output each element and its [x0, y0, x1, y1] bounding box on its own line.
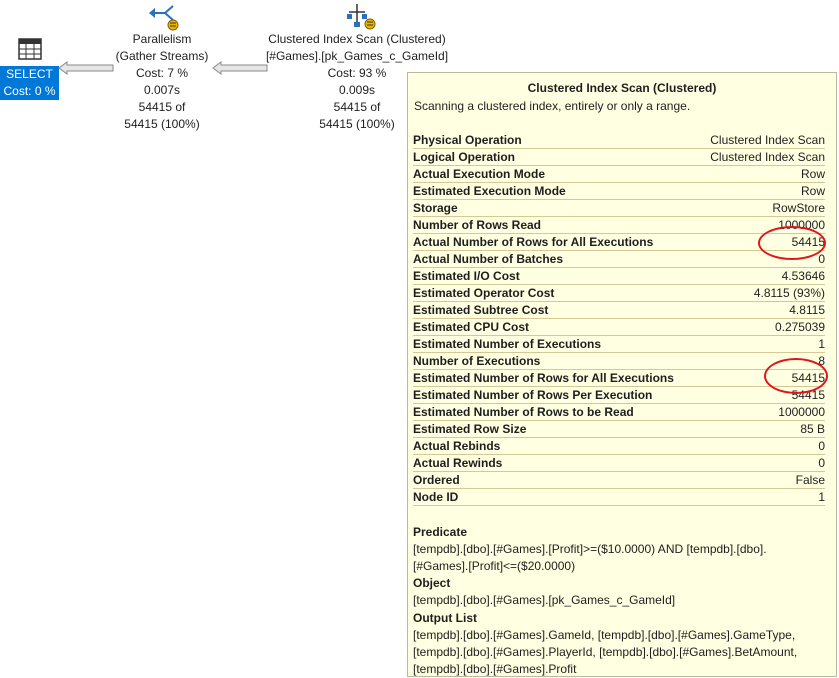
property-value: 4.53646	[781, 269, 825, 283]
property-row	[413, 370, 825, 387]
highlight-circle-actual-rows	[758, 226, 826, 260]
object-label: Object	[413, 576, 451, 590]
parallelism-node[interactable]	[100, 31, 224, 133]
property-name: Estimated Number of Executions	[413, 337, 602, 351]
property-name: Actual Rewinds	[413, 456, 503, 470]
property-value: Row	[800, 184, 825, 198]
property-name: Physical Operation	[413, 133, 522, 147]
property-row	[413, 319, 825, 336]
property-row	[413, 404, 825, 421]
property-row	[413, 200, 825, 217]
property-name: Actual Execution Mode	[413, 167, 546, 181]
property-value: 1	[818, 490, 825, 504]
property-name: Actual Number of Rows for All Executions	[413, 235, 654, 249]
predicate-section	[413, 524, 828, 575]
scan-sub: [#Games].[pk_Games_c_GameId]	[265, 49, 449, 63]
highlight-circle-estimated-rows	[764, 358, 828, 394]
property-value: False	[795, 473, 825, 487]
property-row	[413, 268, 825, 285]
property-row	[413, 166, 825, 183]
property-value: Clustered Index Scan	[710, 150, 825, 164]
property-name: Number of Executions	[413, 354, 541, 368]
tooltip-description: Scanning a clustered index, entirely or only a range.	[414, 99, 691, 113]
parallelism-time: 0.007s	[143, 83, 181, 97]
property-name: Estimated Number of Rows for All Executions	[413, 371, 674, 385]
property-row	[413, 302, 825, 319]
property-row	[413, 285, 825, 302]
property-name: Estimated Number of Rows Per Execution	[413, 388, 653, 402]
property-name: Storage	[413, 201, 458, 215]
property-value: 85 B	[800, 422, 825, 436]
parallelism-sub: (Gather Streams)	[115, 49, 209, 63]
property-name: Estimated Execution Mode	[413, 184, 566, 198]
property-name: Estimated CPU Cost	[413, 320, 530, 334]
property-value: Row	[800, 167, 825, 181]
flow-arrow-2	[212, 61, 268, 80]
property-name: Estimated Row Size	[413, 422, 527, 436]
property-name: Logical Operation	[413, 150, 516, 164]
predicate-line-2: [#Games].[Profit]<=($20.0000)	[413, 559, 576, 573]
property-value: 4.8115 (93%)	[753, 286, 825, 300]
property-value: 54415	[791, 388, 825, 402]
output-line-2: [tempdb].[dbo].[#Games].PlayerId, [tempdb].[dbo].[#Games].BetAmount,	[413, 645, 798, 659]
output-list-section	[413, 610, 828, 678]
property-value: 0	[818, 439, 825, 453]
output-line-3: [tempdb].[dbo].[#Games].Profit	[413, 662, 577, 676]
property-name: Actual Number of Batches	[413, 252, 564, 266]
property-row	[413, 149, 825, 166]
select-node[interactable]	[0, 66, 59, 100]
tooltip-title: Clustered Index Scan (Clustered)	[527, 81, 717, 95]
property-name: Actual Rebinds	[413, 439, 501, 453]
property-name: Number of Rows Read	[413, 218, 542, 232]
property-row	[413, 472, 825, 489]
property-name: Node ID	[413, 490, 459, 504]
property-row	[413, 421, 825, 438]
scan-rows: 54415 of	[333, 100, 381, 114]
property-value: 54415	[791, 235, 825, 249]
property-name: Estimated Subtree Cost	[413, 303, 549, 317]
property-row	[413, 455, 825, 472]
property-value: 54415	[791, 371, 825, 385]
property-value: 0	[818, 252, 825, 266]
predicate-label: Predicate	[413, 525, 468, 539]
property-row	[413, 183, 825, 200]
predicate-line-1: [tempdb].[dbo].[#Games].[Profit]>=($10.0000) AND [tempdb].[dbo].	[413, 542, 767, 556]
property-row	[413, 336, 825, 353]
property-row	[413, 387, 825, 404]
property-name: Estimated Operator Cost	[413, 286, 555, 300]
property-value: 1000000	[778, 405, 825, 419]
parallelism-rows: 54415 of	[138, 100, 186, 114]
property-row	[413, 353, 825, 370]
property-row	[413, 217, 825, 234]
property-name: Estimated Number of Rows to be Read	[413, 405, 634, 419]
parallelism-name: Parallelism	[132, 32, 192, 46]
property-value: 0	[818, 456, 825, 470]
select-table-icon[interactable]	[18, 38, 42, 65]
parallelism-pct: 54415 (100%)	[124, 117, 200, 131]
parallelism-cost: Cost: 7 %	[135, 66, 189, 80]
scan-time: 0.009s	[338, 83, 376, 97]
property-row	[413, 251, 825, 268]
property-value: 1	[818, 337, 825, 351]
property-name: Estimated I/O Cost	[413, 269, 520, 283]
object-value: [tempdb].[dbo].[#Games].[pk_Games_c_GameId]	[413, 593, 676, 607]
property-value: Clustered Index Scan	[710, 133, 825, 147]
scan-pct: 54415 (100%)	[319, 117, 395, 131]
property-value: 4.8115	[789, 303, 825, 317]
select-node-cost: Cost: 0 %	[3, 84, 56, 98]
property-value: RowStore	[772, 201, 825, 215]
select-node-label: SELECT	[6, 67, 53, 81]
tooltip-properties	[413, 132, 825, 506]
property-name: Ordered	[413, 473, 460, 487]
object-section	[413, 575, 828, 609]
property-value: 0.275039	[774, 320, 825, 334]
output-list-label: Output List	[413, 611, 477, 625]
property-value: 8	[818, 354, 825, 368]
scan-cost: Cost: 93 %	[327, 66, 387, 80]
property-value: 1000000	[778, 218, 825, 232]
property-row	[413, 132, 825, 149]
property-row	[413, 489, 825, 506]
output-line-1: [tempdb].[dbo].[#Games].GameId, [tempdb].[dbo].[#Games].GameType,	[413, 628, 796, 642]
scan-name: Clustered Index Scan (Clustered)	[268, 32, 446, 46]
property-row	[413, 438, 825, 455]
